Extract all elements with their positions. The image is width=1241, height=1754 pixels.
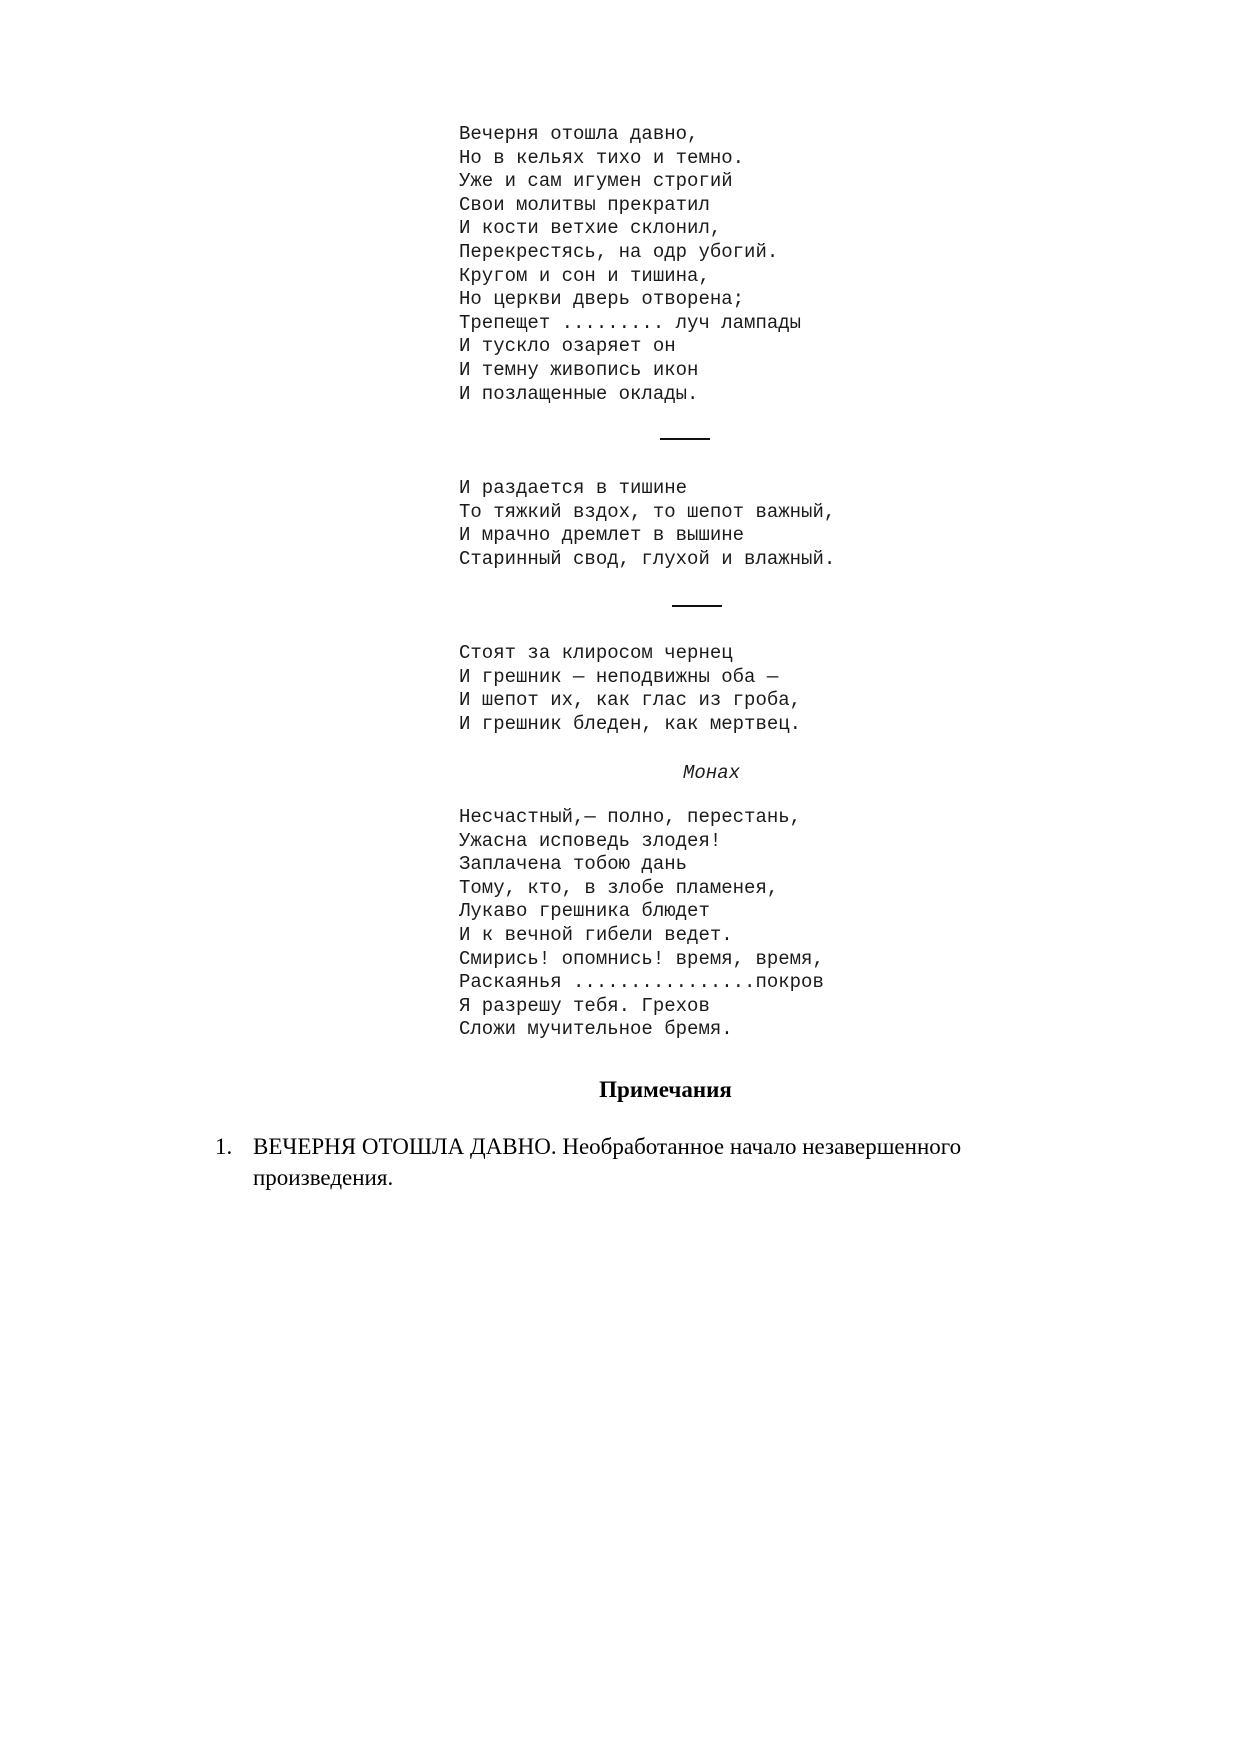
verse-line: И грешник — неподвижны оба — bbox=[459, 665, 779, 688]
verse-line: Смирись! опомнись! время, время, bbox=[459, 947, 824, 970]
verse-line: То тяжкий вздох, то шепот важный, bbox=[459, 500, 836, 523]
stanza-separator bbox=[660, 438, 710, 440]
verse-line: Тому, кто, в злобе пламенея, bbox=[459, 876, 779, 899]
verse-line: Заплачена тобою дань bbox=[459, 853, 688, 876]
stanza-3 bbox=[459, 642, 979, 736]
verse-line: Сложи мучительное бремя. bbox=[459, 1018, 733, 1041]
verse-line: Трепещет ......... луч лампады bbox=[459, 311, 802, 334]
verse-line: Несчастный,— полно, перестань, bbox=[459, 806, 802, 828]
stanza-1 bbox=[459, 123, 979, 406]
notes-list bbox=[215, 1131, 1045, 1193]
verse-line: И мрачно дремлет в вышине bbox=[459, 524, 745, 547]
note-text: ВЕЧЕРНЯ ОТОШЛА ДАВНО. Необработанное начало незавершенного произведения. bbox=[253, 1134, 962, 1190]
verse-line: И кости ветхие склонил, bbox=[459, 217, 722, 240]
verse-line: Но в кельях тихо и темно. bbox=[459, 146, 745, 169]
verse-line: И тускло озаряет он bbox=[459, 335, 676, 358]
note-item bbox=[215, 1131, 1045, 1193]
verse-line: Я разрешу тебя. Грехов bbox=[459, 994, 710, 1017]
note-number: 1. bbox=[215, 1134, 233, 1159]
stanza-2 bbox=[459, 477, 979, 571]
verse-line: Лукаво грешника блюдет bbox=[459, 900, 710, 923]
verse-line: И темну живопись икон bbox=[459, 358, 699, 381]
verse-line: И шепот их, как глас из гроба, bbox=[459, 689, 802, 712]
verse-line: Вечерня отошла давно, bbox=[459, 123, 699, 145]
verse-line: И раздается в тишине bbox=[459, 477, 688, 499]
verse-line: Уже и сам игумен строгий bbox=[459, 170, 733, 193]
verse-line: Стоят за клиросом чернец bbox=[459, 642, 733, 664]
verse-line: Раскаянья ................покров bbox=[459, 971, 824, 994]
verse-line: Кругом и сон и тишина, bbox=[459, 264, 710, 287]
verse-line: Ужасна исповедь злодея! bbox=[459, 829, 722, 852]
verse-line: И позлащенные оклады. bbox=[459, 382, 699, 405]
verse-line: Старинный свод, глухой и влажный. bbox=[459, 547, 836, 570]
speaker-label: Монах bbox=[683, 762, 741, 784]
stanza-separator bbox=[672, 605, 722, 607]
verse-line: Перекрестясь, на одр убогий. bbox=[459, 240, 779, 263]
notes-heading: Примечания bbox=[599, 1077, 732, 1102]
verse-line: Свои молитвы прекратил bbox=[459, 193, 710, 216]
verse-line: И грешник бледен, как мертвец. bbox=[459, 712, 802, 735]
stanza-4 bbox=[459, 806, 979, 1042]
verse-line: И к вечной гибели ведет. bbox=[459, 923, 733, 946]
verse-line: Но церкви дверь отворена; bbox=[459, 288, 745, 311]
